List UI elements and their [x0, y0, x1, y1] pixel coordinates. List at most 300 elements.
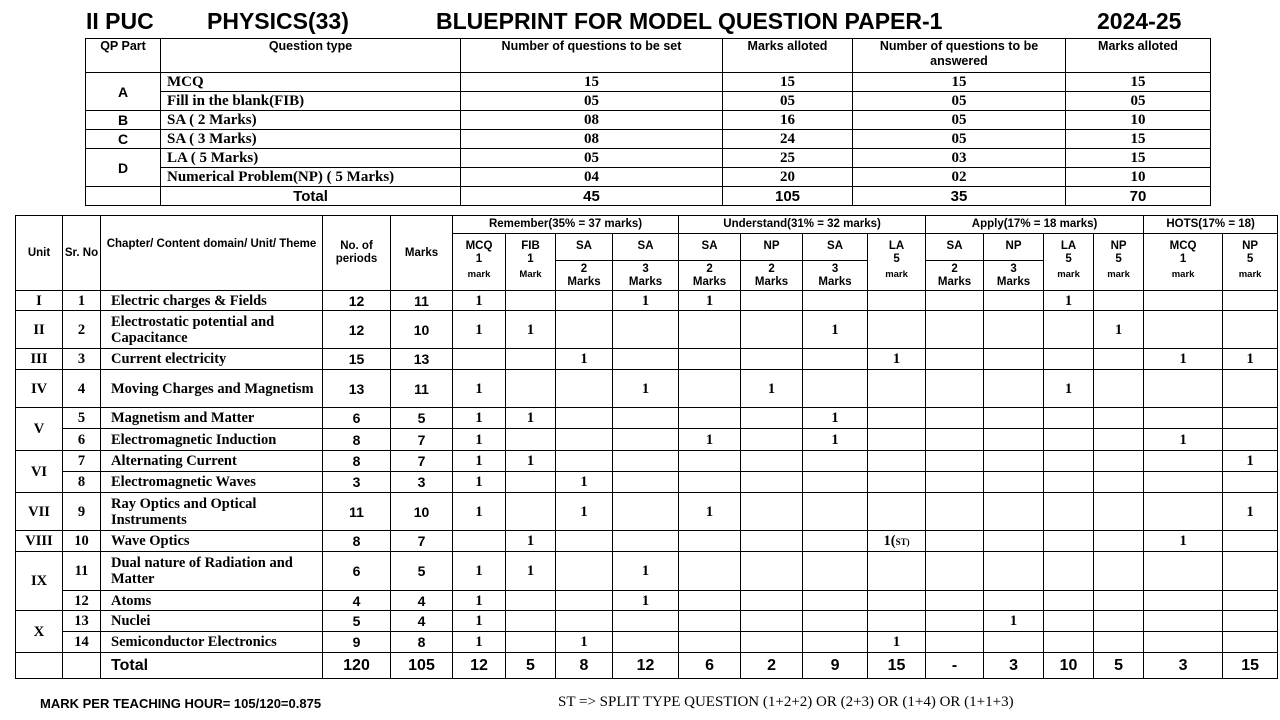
blueprint-cell	[556, 429, 613, 451]
blueprint-cell	[803, 370, 868, 408]
column-type	[1144, 234, 1223, 291]
blueprint-cell	[1094, 408, 1144, 429]
chapter-name: Dual nature of Radiation and Matter	[101, 552, 323, 591]
chapter-name: Ray Optics and Optical Instruments	[101, 493, 323, 531]
total-marks: 105	[723, 187, 853, 206]
blueprint-cell	[741, 429, 803, 451]
column-top: FIB	[521, 240, 540, 252]
blueprint-cell	[1223, 429, 1278, 451]
column-num: 2	[580, 262, 588, 275]
column-top: NP	[1242, 240, 1259, 252]
blueprint-cell	[1223, 552, 1278, 591]
table-row	[16, 493, 1278, 531]
blueprint-cell	[679, 632, 741, 653]
blueprint-cell	[926, 493, 984, 531]
blueprint-cell	[1144, 472, 1223, 493]
blueprint-cell	[803, 531, 868, 552]
column-unit: mark	[1057, 269, 1080, 280]
unit-number: III	[16, 349, 63, 370]
blueprint-cell	[984, 370, 1044, 408]
blueprint-cell: 1	[556, 472, 613, 493]
column-type	[1223, 234, 1278, 291]
blueprint-cell	[1094, 632, 1144, 653]
blueprint-cell	[679, 408, 741, 429]
cell-marks_ans: 10	[1066, 168, 1211, 187]
blueprint-cell	[1144, 632, 1223, 653]
column-type	[868, 234, 926, 291]
blueprint-cell: 1	[1044, 370, 1094, 408]
blueprint-cell: 1	[613, 291, 679, 311]
column-num: 5	[1115, 253, 1122, 265]
blueprint-cell	[926, 429, 984, 451]
blueprint-cell	[1044, 493, 1094, 531]
blueprint-cell	[613, 472, 679, 493]
column-top: NP	[1110, 240, 1127, 252]
blueprint-cell	[613, 349, 679, 370]
sr-no: 9	[63, 493, 101, 531]
blueprint-cell	[613, 311, 679, 349]
periods: 4	[323, 591, 391, 611]
header-group: Understand(31% = 32 marks)	[679, 216, 926, 234]
blueprint-cell	[984, 311, 1044, 349]
blueprint-cell	[1044, 451, 1094, 472]
table-row	[86, 149, 1211, 168]
total-marks_ans: 70	[1066, 187, 1211, 206]
blueprint-cell: 1	[453, 408, 506, 429]
blueprint-cell	[741, 472, 803, 493]
unit-number: IX	[16, 552, 63, 611]
blueprint-cell: 1(ST)	[868, 531, 926, 552]
blueprint-cell	[453, 531, 506, 552]
qp-part: B	[86, 111, 161, 130]
blueprint-cell	[556, 531, 613, 552]
blueprint-cell: 1	[453, 451, 506, 472]
periods: 8	[323, 429, 391, 451]
blueprint-cell: 1	[1144, 531, 1223, 552]
table-row	[16, 429, 1278, 451]
blueprint-cell	[556, 311, 613, 349]
blueprint-cell: 1	[1144, 429, 1223, 451]
blueprint-cell	[506, 291, 556, 311]
blueprint-cell	[984, 451, 1044, 472]
blueprint-cell: 1	[1223, 451, 1278, 472]
blueprint-cell	[741, 493, 803, 531]
blueprint-cell	[803, 552, 868, 591]
chapter-name: Current electricity	[101, 349, 323, 370]
chapter-name: Nuclei	[101, 611, 323, 632]
blueprint-cell	[1223, 472, 1278, 493]
blueprint-cell	[556, 408, 613, 429]
marks: 4	[391, 591, 453, 611]
unit-number: X	[16, 611, 63, 653]
marks: 7	[391, 531, 453, 552]
blueprint-cell	[741, 611, 803, 632]
blueprint-cell: 1	[679, 291, 741, 311]
blueprint-cell	[926, 552, 984, 591]
blueprint-cell	[984, 552, 1044, 591]
blueprint-cell	[1144, 291, 1223, 311]
column-num: 2	[951, 262, 958, 275]
header-periods: No. of periods	[323, 216, 391, 291]
blueprint-cell	[926, 472, 984, 493]
blueprint-cell	[556, 611, 613, 632]
column-marks	[613, 261, 679, 291]
total-cell: 5	[506, 653, 556, 679]
blueprint-cell: 1	[453, 311, 506, 349]
cell-marks_ans: 15	[1066, 73, 1211, 92]
blueprint-cell	[1094, 370, 1144, 408]
blueprint-cell: 1	[613, 552, 679, 591]
blueprint-cell	[613, 493, 679, 531]
total-cell: 2	[741, 653, 803, 679]
column-header: Number of questions to be answered	[853, 39, 1066, 73]
blueprint-cell	[868, 591, 926, 611]
blueprint-cell	[1223, 370, 1278, 408]
blueprint-cell	[1044, 611, 1094, 632]
split-type-note: ST => SPLIT TYPE QUESTION (1+2+2) OR (2+3) OR (1+4) OR (1+1+3)	[558, 694, 1014, 710]
blueprint-cell: 1	[506, 311, 556, 349]
cell-answered: 05	[853, 130, 1066, 149]
chapter-name: Semiconductor Electronics	[101, 632, 323, 653]
marks: 10	[391, 493, 453, 531]
blueprint-cell	[556, 591, 613, 611]
header-group: Apply(17% = 18 marks)	[926, 216, 1144, 234]
periods: 13	[323, 370, 391, 408]
summary-table	[85, 38, 1211, 206]
header-chapter: Chapter/ Content domain/ Unit/ Theme	[101, 216, 323, 291]
unit-number: I	[16, 291, 63, 311]
blueprint-cell: 1	[453, 632, 506, 653]
sr-no: 13	[63, 611, 101, 632]
header-unit: Unit	[16, 216, 63, 291]
blueprint-cell	[679, 451, 741, 472]
column-type: SA	[926, 234, 984, 261]
cell-marks_ans: 10	[1066, 111, 1211, 130]
blueprint-cell	[679, 311, 741, 349]
blueprint-cell: 1	[453, 552, 506, 591]
cell-answered: 05	[853, 92, 1066, 111]
blueprint-cell	[613, 451, 679, 472]
cell-marks_ans: 15	[1066, 149, 1211, 168]
table-row	[86, 39, 1211, 73]
blueprint-cell: 1	[453, 493, 506, 531]
blueprint-cell	[1223, 611, 1278, 632]
column-unit: Marks	[937, 275, 972, 288]
total-cell: 6	[679, 653, 741, 679]
blueprint-cell: 1	[453, 370, 506, 408]
blueprint-cell: 1	[741, 370, 803, 408]
blueprint-cell: 1	[803, 429, 868, 451]
table-row	[86, 92, 1211, 111]
sr-no: 6	[63, 429, 101, 451]
unit-number: IV	[16, 370, 63, 408]
marks: 5	[391, 552, 453, 591]
blueprint-cell: 1	[506, 552, 556, 591]
blueprint-cell	[1144, 552, 1223, 591]
total-cell: 12	[613, 653, 679, 679]
question-type: Fill in the blank(FIB)	[161, 92, 461, 111]
blueprint-cell	[741, 451, 803, 472]
blueprint-cell	[1223, 311, 1278, 349]
table-row	[86, 187, 1211, 206]
blueprint-cell	[1044, 531, 1094, 552]
table-row	[16, 291, 1278, 311]
qp-part: D	[86, 149, 161, 187]
column-type	[506, 234, 556, 291]
blueprint-cell	[741, 591, 803, 611]
column-type: NP	[984, 234, 1044, 261]
blueprint-cell	[1144, 591, 1223, 611]
header-group: HOTS(17% = 18)	[1144, 216, 1278, 234]
total-cell: 15	[868, 653, 926, 679]
total-cell: -	[926, 653, 984, 679]
blueprint-cell	[803, 349, 868, 370]
blueprint-cell	[984, 632, 1044, 653]
blueprint-cell: 1	[453, 472, 506, 493]
column-unit: Marks	[567, 275, 601, 288]
blueprint-cell	[556, 291, 613, 311]
blueprint-cell	[506, 632, 556, 653]
blueprint-cell	[926, 291, 984, 311]
blueprint-cell	[741, 291, 803, 311]
chapter-name: Atoms	[101, 591, 323, 611]
column-num: 3	[642, 262, 649, 275]
blueprint-table	[15, 215, 1278, 679]
total-cell: 5	[1094, 653, 1144, 679]
blueprint-cell	[926, 611, 984, 632]
blueprint-cell: 1	[803, 311, 868, 349]
blueprint-cell	[868, 493, 926, 531]
blueprint-cell	[741, 632, 803, 653]
blueprint-cell	[984, 591, 1044, 611]
blueprint-cell: 1	[453, 591, 506, 611]
blueprint-cell	[1094, 349, 1144, 370]
question-type: MCQ	[161, 73, 461, 92]
blueprint-cell	[1094, 531, 1144, 552]
sr-no: 3	[63, 349, 101, 370]
blueprint-cell	[679, 472, 741, 493]
blueprint-cell	[556, 451, 613, 472]
total-set: 45	[461, 187, 723, 206]
blueprint-cell: 1	[868, 632, 926, 653]
blueprint-cell	[984, 429, 1044, 451]
column-unit: mark	[1171, 269, 1195, 280]
blueprint-cell: 1	[1094, 311, 1144, 349]
blueprint-cell	[679, 370, 741, 408]
cell-marks_ans: 15	[1066, 130, 1211, 149]
column-unit: mark	[1238, 269, 1262, 280]
marks: 8	[391, 632, 453, 653]
column-type: SA	[613, 234, 679, 261]
blueprint-cell: 1	[1044, 291, 1094, 311]
blueprint-cell	[506, 370, 556, 408]
blueprint-cell	[1223, 291, 1278, 311]
blueprint-cell: 1	[679, 429, 741, 451]
table-row	[16, 611, 1278, 632]
qp-part: C	[86, 130, 161, 149]
periods: 6	[323, 408, 391, 429]
page-title	[86, 8, 1236, 36]
column-header: Marks alloted	[1066, 39, 1211, 73]
cell-marks_ans: 05	[1066, 92, 1211, 111]
total-cell: 15	[1223, 653, 1278, 679]
blueprint-cell: 1	[506, 451, 556, 472]
marks: 5	[391, 408, 453, 429]
blueprint-cell	[868, 408, 926, 429]
blueprint-cell: 1	[453, 429, 506, 451]
blueprint-cell	[803, 611, 868, 632]
column-type	[1094, 234, 1144, 291]
cell-marks: 24	[723, 130, 853, 149]
cell-set: 08	[461, 130, 723, 149]
blueprint-cell	[1044, 472, 1094, 493]
column-num: 1	[475, 253, 483, 265]
table-row	[16, 531, 1278, 552]
column-marks	[556, 261, 613, 291]
blueprint-cell: 1	[1223, 493, 1278, 531]
blueprint-cell	[613, 531, 679, 552]
blueprint-cell	[868, 552, 926, 591]
column-num: 3	[831, 262, 839, 275]
total-answered: 35	[853, 187, 1066, 206]
blueprint-cell	[803, 472, 868, 493]
table-row	[86, 111, 1211, 130]
chapter-name: Moving Charges and Magnetism	[101, 370, 323, 408]
column-num: 3	[1010, 262, 1017, 275]
header-marks: Marks	[391, 216, 453, 291]
blueprint-cell	[984, 349, 1044, 370]
header-sr-no: Sr. No	[63, 216, 101, 291]
cell-answered: 02	[853, 168, 1066, 187]
blueprint-cell	[1144, 451, 1223, 472]
sr-no: 14	[63, 632, 101, 653]
blueprint-cell: 1	[506, 408, 556, 429]
blueprint-cell	[926, 349, 984, 370]
column-marks	[803, 261, 868, 291]
blueprint-cell: 1	[613, 591, 679, 611]
mark-per-teaching-hour: MARK PER TEACHING HOUR= 105/120=0.875	[40, 696, 322, 711]
blueprint-cell	[984, 531, 1044, 552]
periods: 8	[323, 531, 391, 552]
blueprint-cell	[868, 472, 926, 493]
blueprint-cell	[1094, 451, 1144, 472]
cell-marks: 05	[723, 92, 853, 111]
unit-number: II	[16, 311, 63, 349]
blueprint-cell	[984, 291, 1044, 311]
sr-no: 5	[63, 408, 101, 429]
marks: 3	[391, 472, 453, 493]
marks: 13	[391, 349, 453, 370]
cell-marks: 25	[723, 149, 853, 168]
cell-set: 08	[461, 111, 723, 130]
periods: 12	[323, 291, 391, 311]
question-type: Numerical Problem(NP) ( 5 Marks)	[161, 168, 461, 187]
blueprint-cell	[926, 408, 984, 429]
periods: 11	[323, 493, 391, 531]
chapter-name: Electrostatic potential and Capacitance	[101, 311, 323, 349]
marks: 11	[391, 291, 453, 311]
blueprint-cell	[1094, 472, 1144, 493]
blueprint-cell	[1044, 429, 1094, 451]
blueprint-cell	[506, 472, 556, 493]
unit-number: VI	[16, 451, 63, 493]
blueprint-cell	[453, 349, 506, 370]
column-unit: mark	[1107, 269, 1130, 280]
cell-set: 05	[461, 92, 723, 111]
course-label: II PUC	[86, 8, 154, 34]
blueprint-cell	[506, 611, 556, 632]
blueprint-cell	[1223, 632, 1278, 653]
blueprint-cell	[1044, 591, 1094, 611]
blueprint-cell	[741, 552, 803, 591]
sr-no: 2	[63, 311, 101, 349]
blueprint-cell: 1	[868, 349, 926, 370]
periods: 3	[323, 472, 391, 493]
blueprint-cell	[556, 370, 613, 408]
column-top: LA	[1060, 240, 1077, 252]
blueprint-cell	[613, 611, 679, 632]
blueprint-cell: 1	[453, 611, 506, 632]
blueprint-cell: 1	[556, 493, 613, 531]
total-cell: 9	[803, 653, 868, 679]
column-header: Number of questions to be set	[461, 39, 723, 73]
total-periods: 120	[323, 653, 391, 679]
column-unit: Marks	[628, 275, 663, 288]
column-unit: Marks	[818, 275, 852, 288]
cell-answered: 15	[853, 73, 1066, 92]
blueprint-cell	[868, 451, 926, 472]
column-marks	[741, 261, 803, 291]
column-num: 1	[527, 253, 534, 265]
blueprint-cell	[1044, 552, 1094, 591]
column-marks	[679, 261, 741, 291]
blueprint-cell	[1044, 632, 1094, 653]
column-unit: mark	[885, 269, 908, 280]
blueprint-cell	[741, 408, 803, 429]
blueprint-cell	[926, 591, 984, 611]
table-row	[16, 472, 1278, 493]
blueprint-cell	[803, 493, 868, 531]
sr-no: 1	[63, 291, 101, 311]
table-row	[86, 130, 1211, 149]
column-header: Question type	[161, 39, 461, 73]
column-type	[453, 234, 506, 291]
question-type: SA ( 3 Marks)	[161, 130, 461, 149]
header-group: Remember(35% = 37 marks)	[453, 216, 679, 234]
blueprint-cell	[1094, 611, 1144, 632]
table-row	[86, 168, 1211, 187]
column-marks	[984, 261, 1044, 291]
cell-set: 15	[461, 73, 723, 92]
cell-set: 05	[461, 149, 723, 168]
column-unit: mark	[467, 269, 491, 280]
total-cell: 3	[984, 653, 1044, 679]
blueprint-cell	[926, 370, 984, 408]
marks: 4	[391, 611, 453, 632]
table-row	[16, 408, 1278, 429]
chapter-name: Wave Optics	[101, 531, 323, 552]
cell-answered: 05	[853, 111, 1066, 130]
table-row	[86, 73, 1211, 92]
question-type: LA ( 5 Marks)	[161, 149, 461, 168]
total-cell: 8	[556, 653, 613, 679]
blueprint-cell	[1223, 591, 1278, 611]
blueprint-cell	[1094, 552, 1144, 591]
blueprint-cell	[1094, 591, 1144, 611]
blueprint-cell: 1	[613, 370, 679, 408]
blueprint-cell	[803, 291, 868, 311]
blueprint-cell	[803, 632, 868, 653]
